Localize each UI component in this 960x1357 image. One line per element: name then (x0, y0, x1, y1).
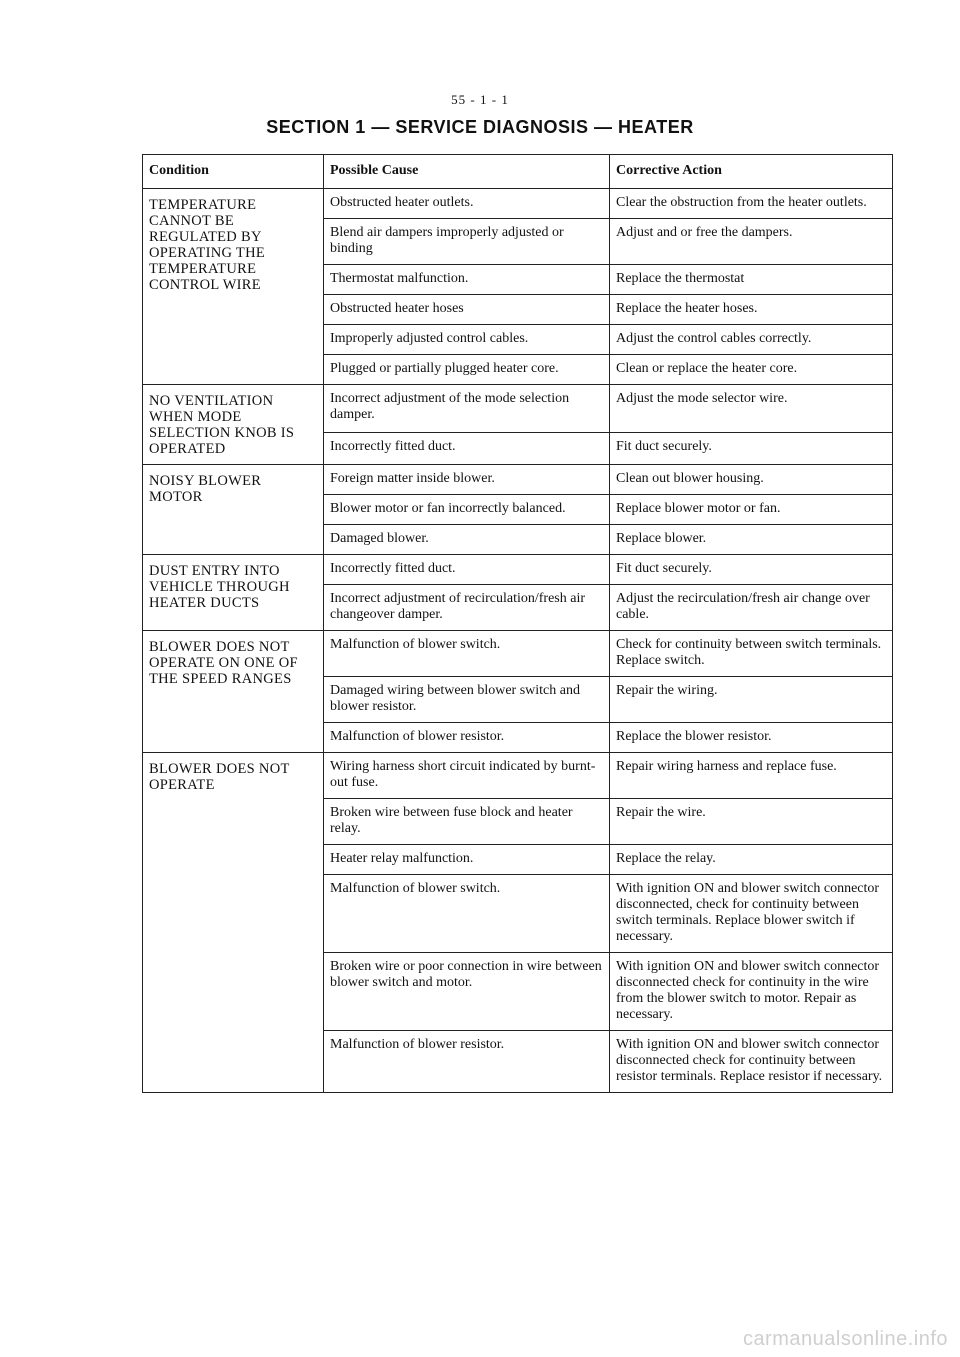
corrective-action-cell: Replace the heater hoses. (610, 295, 893, 325)
corrective-action-cell: With ignition ON and blower switch connector disconnected check for continuity between resistor terminals. Replace resistor if necessary. (610, 1031, 893, 1093)
corrective-action-cell: Adjust the control cables correctly. (610, 325, 893, 355)
corrective-action-cell: Adjust the recirculation/fresh air change over cable. (610, 585, 893, 631)
section-title: SECTION 1 — SERVICE DIAGNOSIS — HEATER (266, 117, 694, 137)
corrective-action-cell: Replace blower. (610, 525, 893, 555)
condition-cell: TEMPERATURE CANNOT BE REGULATED BY OPERATING THE TEMPERATURE CONTROL WIRE (143, 189, 324, 385)
corrective-action-cell: Repair the wiring. (610, 677, 893, 723)
corrective-action-cell: Adjust the mode selector wire. (610, 385, 893, 433)
possible-cause-cell: Blend air dampers improperly adjusted or binding (324, 219, 610, 265)
corrective-action-cell: Replace blower motor or fan. (610, 495, 893, 525)
corrective-action-cell: Clear the obstruction from the heater outlets. (610, 189, 893, 219)
corrective-action-cell: Clean out blower housing. (610, 465, 893, 495)
corrective-action-cell: Fit duct securely. (610, 555, 893, 585)
possible-cause-cell: Malfunction of blower resistor. (324, 723, 610, 753)
corrective-action-cell: Check for continuity between switch terminals. Replace switch. (610, 631, 893, 677)
possible-cause-cell: Broken wire or poor connection in wire between blower switch and motor. (324, 953, 610, 1031)
watermark-footer: carmanualsonline.info (742, 1328, 948, 1350)
header-row (143, 155, 893, 189)
corrective-action-cell: Repair the wire. (610, 799, 893, 845)
corrective-action-cell: Clean or replace the heater core. (610, 355, 893, 385)
possible-cause-cell: Damaged wiring between blower switch and blower resistor. (324, 677, 610, 723)
table-row (143, 465, 893, 495)
table-body (143, 189, 893, 1093)
condition-cell: BLOWER DOES NOT OPERATE (143, 753, 324, 1093)
possible-cause-cell: Malfunction of blower switch. (324, 875, 610, 953)
diagnosis-table (142, 154, 893, 1093)
header-possible-cause: Possible Cause (324, 155, 610, 189)
corrective-action-cell: With ignition ON and blower switch connector disconnected check for continuity in the wire from the blower switch to motor. Repair as necessary. (610, 953, 893, 1031)
possible-cause-cell: Damaged blower. (324, 525, 610, 555)
corrective-action-cell: Repair wiring harness and replace fuse. (610, 753, 893, 799)
possible-cause-cell: Broken wire between fuse block and heater relay. (324, 799, 610, 845)
possible-cause-cell: Heater relay malfunction. (324, 845, 610, 875)
corrective-action-cell: Adjust and or free the dampers. (610, 219, 893, 265)
possible-cause-cell: Improperly adjusted control cables. (324, 325, 610, 355)
table-row (143, 189, 893, 219)
possible-cause-cell: Malfunction of blower switch. (324, 631, 610, 677)
possible-cause-cell: Incorrectly fitted duct. (324, 555, 610, 585)
possible-cause-cell: Incorrect adjustment of the mode selection damper. (324, 385, 610, 433)
corrective-action-cell: Replace the relay. (610, 845, 893, 875)
table-row (143, 753, 893, 799)
condition-cell: NOISY BLOWER MOTOR (143, 465, 324, 555)
possible-cause-cell: Obstructed heater hoses (324, 295, 610, 325)
possible-cause-cell: Obstructed heater outlets. (324, 189, 610, 219)
possible-cause-cell: Plugged or partially plugged heater core. (324, 355, 610, 385)
possible-cause-cell: Incorrect adjustment of recirculation/fresh air changeover damper. (324, 585, 610, 631)
corrective-action-cell: Replace the thermostat (610, 265, 893, 295)
table-header (143, 155, 893, 189)
header-corrective-action: Corrective Action (610, 155, 893, 189)
table-row (143, 631, 893, 677)
possible-cause-cell: Blower motor or fan incorrectly balanced. (324, 495, 610, 525)
possible-cause-cell: Wiring harness short circuit indicated by burnt-out fuse. (324, 753, 610, 799)
possible-cause-cell: Incorrectly fitted duct. (324, 433, 610, 465)
table-row (143, 385, 893, 433)
header-condition: Condition (143, 155, 324, 189)
condition-cell: BLOWER DOES NOT OPERATE ON ONE OF THE SPEED RANGES (143, 631, 324, 753)
condition-cell: DUST ENTRY INTO VEHICLE THROUGH HEATER DUCTS (143, 555, 324, 631)
possible-cause-cell: Foreign matter inside blower. (324, 465, 610, 495)
table-row (143, 555, 893, 585)
condition-cell: NO VENTILATION WHEN MODE SELECTION KNOB IS OPERATED (143, 385, 324, 465)
possible-cause-cell: Malfunction of blower resistor. (324, 1031, 610, 1093)
possible-cause-cell: Thermostat malfunction. (324, 265, 610, 295)
page-number: 55 - 1 - 1 (451, 92, 509, 107)
corrective-action-cell: Fit duct securely. (610, 433, 893, 465)
corrective-action-cell: Replace the blower resistor. (610, 723, 893, 753)
corrective-action-cell: With ignition ON and blower switch connector disconnected, check for continuity between switch terminals. Replace blower switch if necessary. (610, 875, 893, 953)
